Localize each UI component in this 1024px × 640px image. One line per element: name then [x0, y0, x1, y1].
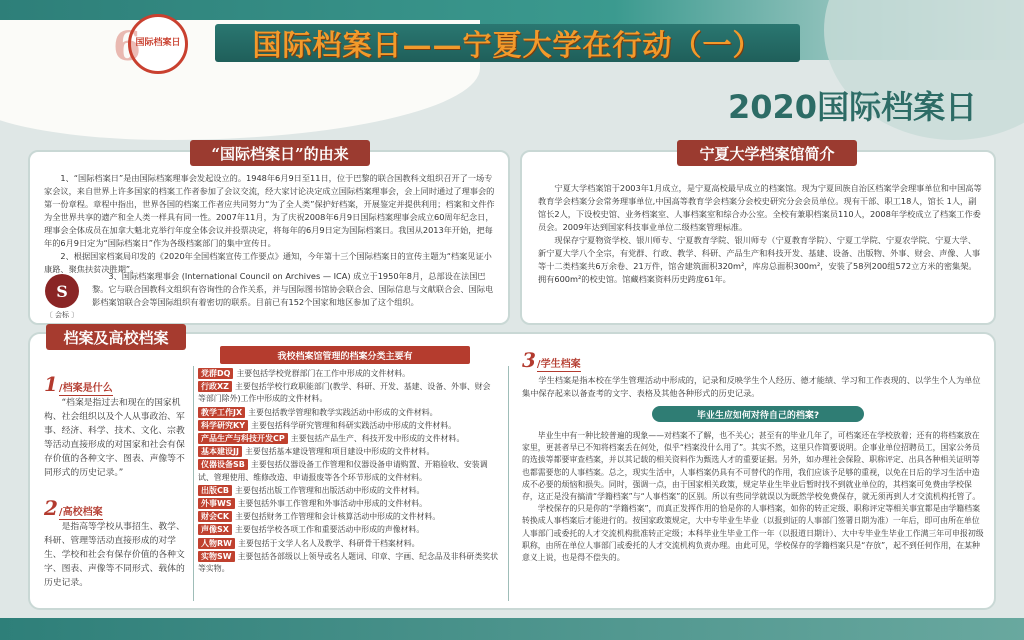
origin-para-1: 1、“国际档案日”是由国际档案理事会发起设立的。1948年6月9日至11日，位于巴黎的联合国教科文组织召开了一场专家会议，来自世界上许多国家的档案工作者参加了会议交流，经大家讨论决定成立国际档案理事会，会上同时通过了理事会的第一份章程。章程中指出，世界各国的档案工作者应共同努力“为了全人类”保护好档案，开展鉴定并提供利用；档案和文件作为全世界共享的遗产和全人类一样具有同一性。2007年11月，为了庆祝2008年6月9日国际档案理事会成立60周年纪念日，理事会全体成员在加拿大魁北克举行年度全体会议并投票决定，将每年的6月9日定为国际档案日。我国从2013年开始，把每年的6月9日定为“国际档案日”作为各级档案部门的集中宣传日。: [44, 173, 495, 248]
origin-heading-text: “国际档案日”的由来: [211, 144, 349, 163]
category-desc: 主要包括教学管理和教学实践活动中形成的文件材料。: [248, 407, 438, 417]
category-desc: 主要包括出版工作管理和出版活动中形成的文件材料。: [234, 485, 425, 495]
bottom-decor-band: [0, 618, 1024, 640]
logo-text: 国际档案日: [135, 38, 181, 49]
category-badge: 行政XZ: [198, 381, 232, 392]
page-title: [215, 24, 800, 62]
category-item: [198, 485, 498, 497]
intro-text: [538, 182, 984, 286]
section-3-number: 3: [522, 348, 536, 372]
intro-para-1: 宁夏大学档案馆于2003年1月成立，是宁夏高校最早成立的档案馆。现为宁夏回族自治区档案学会理事单位和中国高等教育学会档案分会常务理事单位,中国高等教育学会档案分会校史研究分会会员单位。现有干部、职工18人，馆长 1人，副馆长2人，下设校史馆、业务档案室、人事档案室和综合办公室。全校有兼职档案员110人，2008年学校成立了档案工作委员会。2009年达到国家科技事业单位二级档案管理标准。: [538, 183, 982, 232]
category-banner: [220, 346, 470, 364]
origin-para-2: 2、根据国家档案局印发的《2020年全国档案宣传工作要点》通知，今年第十三个国际档案日的宣传主题为“档案见证小康路、聚焦扶贫决胜期”。: [44, 251, 492, 274]
divider-1: [193, 366, 194, 601]
section-3-heading: [522, 348, 581, 372]
category-desc: 主要包括各部级以上领导或名人题词、印章、字画、纪念品及非科研类奖状等实物。: [198, 551, 498, 574]
section-3-label: /学生档案: [537, 355, 581, 372]
category-desc: 主要包括产品生产、科技开发中形成的文件材料。: [290, 434, 465, 444]
category-item: [198, 407, 498, 419]
intro-heading-text: 宁夏大学档案馆简介: [699, 144, 835, 163]
category-desc: 主要包括仪器设备工作管理和仪器设备申请购置、开箱验收、安装调试、管理使用、维修改造、申请报废等各个环节形成的文件材料。: [198, 460, 488, 482]
category-badge: 财会CK: [198, 511, 232, 522]
section-2-number: 2: [44, 496, 58, 520]
category-badge: 声像SX: [198, 524, 232, 535]
category-badge: 产品生产与科技开发CP: [198, 433, 288, 444]
category-item: [198, 511, 498, 523]
intro-para-2: 现保存宁夏物资学校、银川师专、宁夏教育学院、银川师专（宁夏教育学院）、宁夏工学院、宁夏农学院、宁夏大学、新宁夏大学八个全宗，有党群、行政、教学、科研、产品生产和科技开发、基建、设备、出版物、外事、财会、声像、人事等十二类档案共6万余卷、21万件，馆舍建筑面积320m²，库房总面积300m²，安装了58列200组572立方米的密集架。拥有600m²的校史馆。馆藏档案资料历史跨度61年。: [538, 235, 981, 284]
section-2-text: 是指高等学校从事招生、教学、科研、管理等活动直接形成的对学生、学校和社会有保存价值的各种文字、图表、声像等不同形式、载体的历史记录。: [44, 522, 185, 588]
intro-panel: [520, 144, 996, 325]
category-item: [198, 524, 498, 536]
category-item: [198, 538, 498, 550]
category-item: [198, 381, 498, 405]
category-badge: 教学工作JX: [198, 407, 245, 418]
category-desc: 主要包括财务工作管理和会计核算活动中形成的文件材料。: [235, 512, 441, 522]
category-banner-text: 我校档案馆管理的档案分类主要有: [277, 351, 413, 362]
ica-seal-icon: S: [45, 274, 79, 308]
category-desc: 主要包括学校行政职能部门(教学、科研、开发、基建、设备、外事、财会等部门除外)工作中形成的文件材料。: [198, 382, 491, 404]
section-2-label: /高校档案: [59, 503, 103, 520]
category-item: [198, 420, 498, 432]
category-desc: 主要包括基本建设管理和项目建设中形成的文件材料。: [244, 447, 435, 457]
qa-para-1: 毕业生中有一种比较普遍的现象——对档案不了解，也不关心；甚至有的毕业几年了，可档案还在学校放着；还有的将档案放在家里，更甚者早已不知将档案丢在何处，似乎“档案没什么用了”。其实不然，这里只作简要说明。企事业单位招聘员工，国家公务员的选拔等都要审查档案，并以其记载的相关资料作为甄选人才的重要证据。另外，如办理社会保险、职称评定、出具各种相关证明等也都需要您的人事档案。总之，现实生活中，人事档案仍具有不可替代的作用，我们应该予足够的重视，以免在日后的学习生活中造成不必要的烦恼和损失。同时，强调一点，由于国家相关政策，规定毕业生毕业后暂时找不到就业单位的，其档案可免费由学校保存，这正是没有搞清“学籍档案”与“人事档案”的区别。所以有些同学就误以为既然学校免费保存，就无须再到人才交流机构托管了。: [522, 431, 981, 502]
college-heading-text: 档案及高校档案: [63, 328, 169, 347]
category-badge: 出版CB: [198, 485, 232, 496]
divider-2: [508, 366, 509, 601]
archives-day-logo: [113, 14, 188, 74]
category-list: [198, 368, 498, 576]
category-item: [198, 446, 498, 458]
category-desc: 主要包括于文学人名人及教学、科研骨干档案材料。: [237, 538, 420, 548]
category-item: [198, 459, 498, 483]
section-1-label: /档案是什么: [59, 379, 113, 396]
origin-panel: [28, 144, 510, 325]
category-badge: 外事WS: [198, 498, 235, 509]
seal-caption: 〔 会标 〕: [45, 311, 79, 319]
category-badge: 党群DQ: [198, 368, 233, 379]
category-item: [198, 368, 498, 380]
category-badge: 人物RW: [198, 538, 235, 549]
category-badge: 基本建设JJ: [198, 446, 242, 457]
category-desc: 主要包括外事工作管理和外事活动中形成的文件材料。: [237, 499, 427, 509]
section-3-text: 学生档案是指本校在学生管理活动中形成的，记录和反映学生个人经历、德才能绩、学习和工作表现的、以学生个人为单位集中保存起来以备查考的文字、表格及其他各种形式的历史记录。: [522, 375, 981, 398]
section-2-heading: [44, 496, 103, 520]
page-title-text: 国际档案日——宁夏大学在行动（一）: [252, 27, 763, 62]
logo-number: 6: [113, 23, 141, 70]
qa-banner-text: 毕业生应如何对待自己的档案?: [696, 410, 820, 421]
ica-seal: [42, 274, 82, 320]
qa-banner: [652, 406, 864, 422]
category-item: [198, 433, 498, 445]
origin-heading: [190, 140, 370, 166]
category-badge: 科学研究KY: [198, 420, 248, 431]
section-1-number: 1: [44, 372, 58, 396]
category-desc: 主要包括学校党群部门在工作中形成的文件材料。: [236, 369, 411, 378]
qa-text: [522, 430, 984, 564]
college-archives-panel: [28, 328, 996, 610]
category-desc: 主要包括学校各项工作和重要活动中形成的声像材料。: [234, 525, 425, 535]
page-subtitle: 2020国际档案日: [728, 88, 978, 126]
college-heading: [46, 324, 186, 350]
section-1-text: “档案是指过去和现在的国家机构、社会组织以及个人从事政治、军事、经济、科学、技术、文化、宗教等活动直接形成的对国家和社会有保存价值的各种文字、图表、声像等不同形式的历史记录。”: [44, 398, 185, 478]
category-badge: 仪器设备SB: [198, 459, 248, 470]
intro-heading: [677, 140, 857, 166]
origin-para-3: 3、国际档案理事会 (International Council on Archives — ICA) 成立于1950年8月，总部设在法国巴黎。它与联合国教科文组织有咨询性的合作关系，并与国际图书馆协会联合会、国际信息与文献联合会、国际电影档案馆联合会等国际组织有着密切的联系。目前已有152个国家和地区参加了这个组织。: [92, 271, 494, 307]
category-item: [198, 498, 498, 510]
category-desc: 主要包括科学研究管理和科研实践活动中形成的文件材料。: [251, 420, 457, 430]
section-1-heading: [44, 372, 113, 396]
origin-text: [44, 172, 500, 276]
qa-para-2: 学校保存的只是你的“学籍档案”，而真正发挥作用的恰是你的人事档案，如你的转正定级、职称评定等相关事宜都是由学籍档案转换成人事档案后才能进行的。按国家政策规定，大中专毕业生毕业（以报到证的人事部门签署日期为准）一年后，即可由所在单位人事部门或委托的人才交流机构批准转正定级；本科毕业生毕业工作一年（以报道日期计）、大中专毕业生毕业工作满三年可申报初级职称，由所在单位人事部门或委托的人才交流机构负责办理。由此可见，学校保存的学籍档案只是“存放”，起不到任何作用，在某种意义上说，也是得不偿失的。: [522, 504, 984, 563]
category-badge: 实物SW: [198, 551, 235, 562]
category-item: [198, 551, 498, 575]
